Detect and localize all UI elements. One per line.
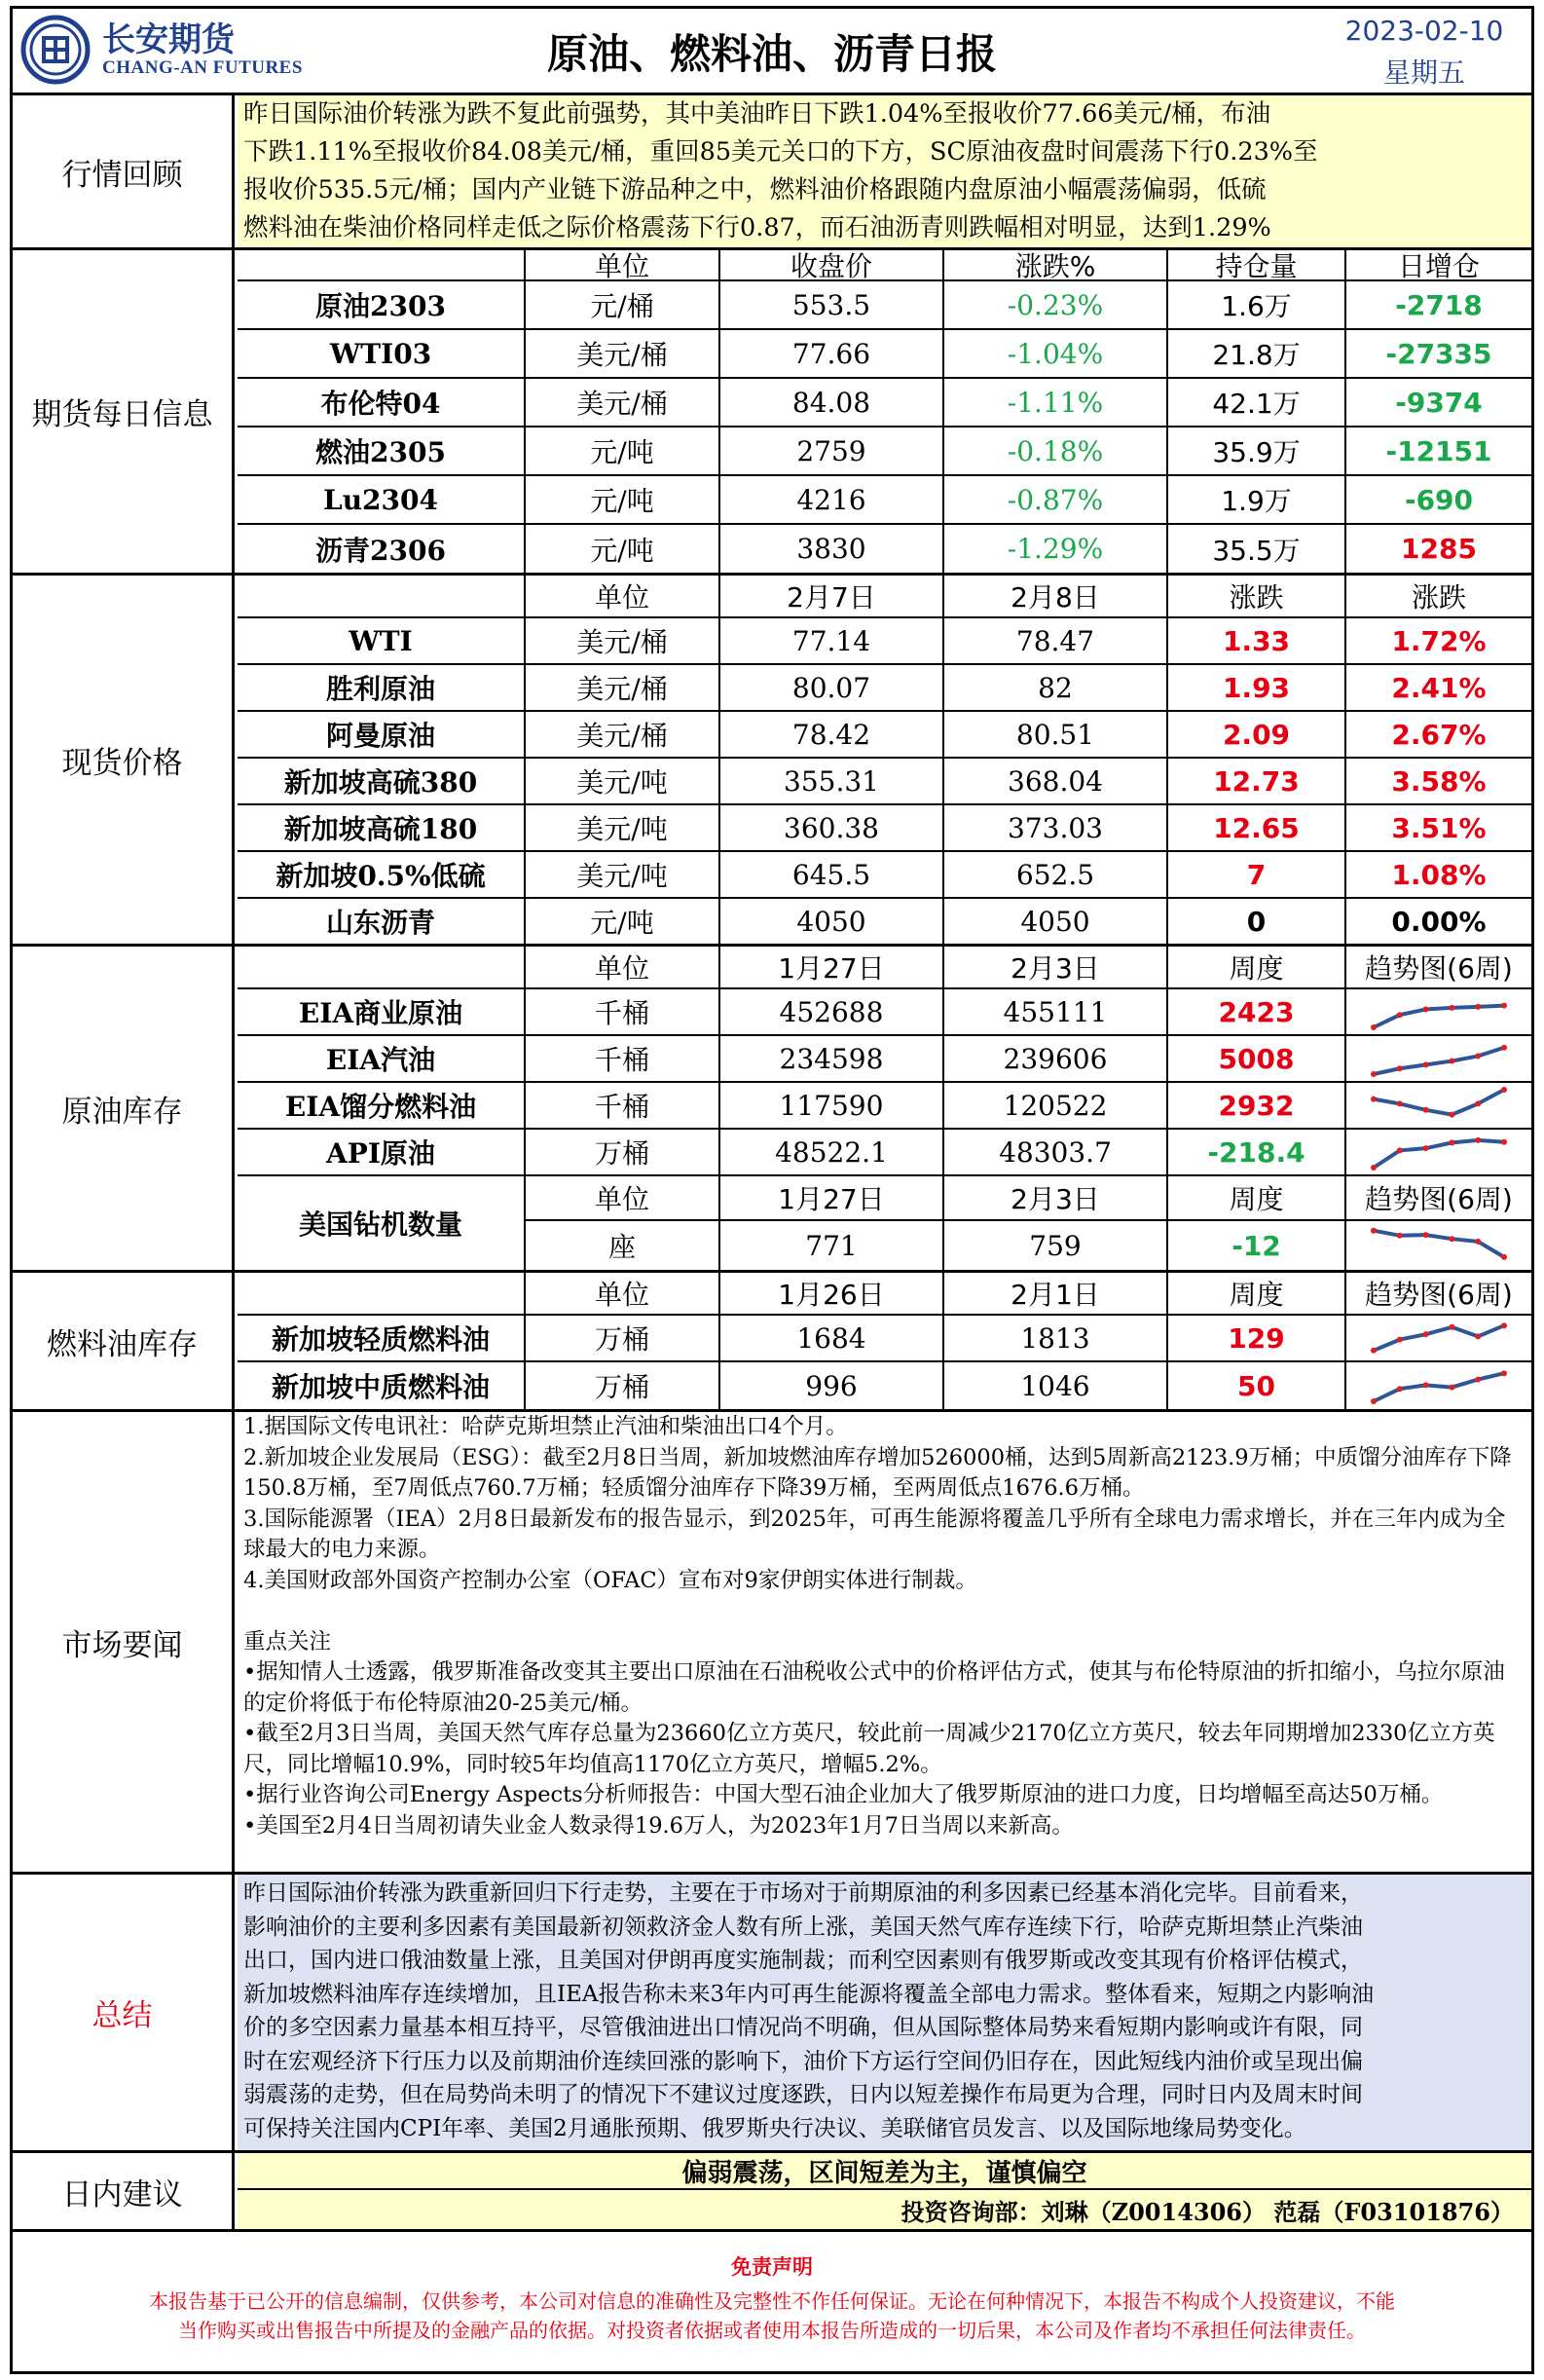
spot-name: 山东沥青 — [238, 899, 526, 944]
trend-sparkline — [1346, 1036, 1531, 1082]
spot-unit: 美元/桶 — [526, 712, 720, 759]
futures-oi: 35.9万 — [1168, 428, 1346, 476]
spot-day1: 645.5 — [720, 852, 944, 899]
table-header: 2月8日 — [944, 576, 1168, 618]
inventory-day2: 48303.7 — [944, 1130, 1168, 1176]
futures-name: 燃油2305 — [238, 428, 526, 476]
disclaimer-line: 本报告基于已公开的信息编制，仅供参考，本公司对信息的准确性及完整性不作任何保证。无论在何种情况下，本报告不构成个人投资建议，不能 — [149, 2289, 1395, 2313]
focus-item: •据行业咨询公司Energy Aspects分析师报告：中国大型石油企业加大了俄罗斯原油的进口力度，日均增幅至高达50万桶。 — [243, 1782, 1444, 1807]
spot-unit: 元/吨 — [526, 899, 720, 944]
focus-item: •截至2月3日当周，美国天然气库存总量为23660亿立方英尺，较此前一周减少2170亿立方英尺，较去年同期增加2330亿立方英尺，同比增幅10.9%，同时较5年均值高1170亿立方英尺，增幅5.2%。 — [243, 1721, 1495, 1777]
inventory-day2: 455111 — [944, 989, 1168, 1036]
spot-day1: 360.38 — [720, 805, 944, 852]
disclaimer-text — [13, 2287, 1531, 2345]
table-header: 1月27日 — [720, 1176, 944, 1221]
spot-pct: 1.72% — [1346, 618, 1531, 665]
spot-change: 2.09 — [1168, 712, 1346, 759]
sparkline-point — [1449, 1385, 1454, 1391]
review-line: 报收价535.5元/桶；国内产业链下游品种之中，燃料油价格跟随内盘原油小幅震荡偏弱，低硫 — [243, 175, 1267, 205]
futures-oi: 1.9万 — [1168, 476, 1346, 525]
futures-delta: -27335 — [1346, 330, 1531, 379]
table-header: 2月3日 — [944, 1176, 1168, 1221]
sparkline-point — [1397, 1065, 1403, 1071]
spot-name: 新加坡0.5%低硫 — [238, 852, 526, 899]
inventory-trend — [1346, 989, 1531, 1036]
rig-day1: 771 — [720, 1221, 944, 1270]
inventory-trend — [1346, 1036, 1531, 1083]
sparkline-point — [1475, 1053, 1481, 1059]
sparkline-point — [1397, 1233, 1403, 1239]
fuel-inventory-weekly-change: 50 — [1168, 1362, 1346, 1409]
inventory-day1: 452688 — [720, 989, 944, 1036]
sparkline-point — [1501, 1003, 1507, 1009]
futures-change: -1.11% — [944, 379, 1168, 428]
summary-line: 出口，国内进口俄油数量上涨，且美国对伊朗再度实施制裁；而利空因素则有俄罗斯或改变其现有价格评估模式， — [243, 1948, 1363, 1973]
spot-pct: 0.00% — [1391, 905, 1487, 938]
futures-oi: 1.6万 — [1168, 281, 1346, 330]
table-header: 单位 — [526, 947, 720, 989]
spot-day2: 80.51 — [944, 712, 1168, 759]
fuel-inventory-weekly-change: 129 — [1168, 1316, 1346, 1362]
summary-line: 可保持关注国内CPI年率、美国2月通胀预期、俄罗斯央行决议、美联储官员发言、以及国际地缘局势变化。 — [243, 2115, 1306, 2141]
fuel-inventory-day1: 1684 — [720, 1316, 944, 1362]
disclaimer-section — [13, 2232, 1531, 2371]
sparkline-point — [1423, 1006, 1429, 1012]
sparkline-point — [1423, 1061, 1429, 1067]
spot-day1: 80.07 — [720, 665, 944, 712]
futures-oi: 42.1万 — [1168, 379, 1346, 428]
inventory-trend — [1346, 1130, 1531, 1176]
table-header: 单位 — [526, 1273, 720, 1316]
inventory-weekly-change: 5008 — [1168, 1036, 1346, 1083]
table-header: 涨跌 — [1346, 576, 1531, 618]
logo-cn-text: 长安期货 — [102, 20, 235, 59]
report-weekday: 星期五 — [1382, 56, 1465, 89]
spot-pct: 2.41% — [1346, 665, 1531, 712]
sparkline-path — [1374, 1048, 1504, 1074]
table-header: 1月26日 — [720, 1273, 944, 1316]
spot-unit: 美元/桶 — [526, 665, 720, 712]
table-header: 趋势图(6周) — [1346, 1273, 1531, 1316]
spot-unit: 美元/吨 — [526, 805, 720, 852]
news-item: 1.据国际文传电讯社：哈萨克斯坦禁止汽油和柴油出口4个月。 — [243, 1414, 848, 1439]
inventory-day2: 239606 — [944, 1036, 1168, 1083]
table-header: 涨跌% — [944, 250, 1168, 281]
trend-sparkline — [1346, 1221, 1531, 1270]
sparkline-point — [1475, 1239, 1481, 1245]
futures-close: 77.66 — [720, 330, 944, 379]
inventory-name: EIA馏分燃料油 — [238, 1083, 526, 1130]
rig-trend — [1346, 1221, 1531, 1270]
spot-day1: 77.14 — [720, 618, 944, 665]
spot-day2: 78.47 — [944, 618, 1168, 665]
table-header — [238, 576, 526, 618]
sparkline-point — [1423, 1331, 1429, 1337]
inventory-weekly-change: 2423 — [1168, 989, 1346, 1036]
focus-item: •美国至2月4日当周初请失业金人数录得19.6万人，为2023年1月7日当周以来新高。 — [243, 1812, 1074, 1839]
futures-name: 原油2303 — [238, 281, 526, 330]
sparkline-point — [1475, 1137, 1481, 1143]
spot-pct: 3.58% — [1346, 759, 1531, 805]
futures-close: 84.08 — [720, 379, 944, 428]
summary-line: 价的多空因素力量基本相互持平，尽管俄油进出口情况尚不明确，但从国际整体局势来看短期内影响或许有限，同 — [243, 2015, 1363, 2040]
spot-section — [13, 576, 1531, 944]
spot-change: 1.93 — [1168, 665, 1346, 712]
review-label: 行情回顾 — [13, 95, 235, 247]
futures-unit: 美元/桶 — [526, 330, 720, 379]
futures-unit: 元/吨 — [526, 525, 720, 573]
rig-weekly-change: -12 — [1168, 1221, 1346, 1270]
spot-name: 新加坡高硫380 — [238, 759, 526, 805]
sparkline-point — [1423, 1107, 1429, 1113]
spot-unit: 美元/吨 — [526, 852, 720, 899]
fuel-inventory-unit: 万桶 — [526, 1362, 720, 1409]
advice-label: 日内建议 — [13, 2153, 235, 2229]
table-header: 收盘价 — [720, 250, 944, 281]
spot-name: 新加坡高硫180 — [238, 805, 526, 852]
sparkline-point — [1371, 1165, 1377, 1171]
sparkline-path — [1374, 1140, 1504, 1168]
rig-day2: 759 — [944, 1221, 1168, 1270]
spot-change: 12.65 — [1168, 805, 1346, 852]
spot-pct: 2.67% — [1346, 712, 1531, 759]
sparkline-point — [1501, 1254, 1507, 1260]
futures-name: WTI03 — [238, 330, 526, 379]
sparkline-point — [1501, 1045, 1507, 1051]
inventory-day1: 48522.1 — [720, 1130, 944, 1176]
fuel-inventory-table — [238, 1273, 1531, 1409]
spot-unit: 美元/吨 — [526, 759, 720, 805]
fuel-inventory-name: 新加坡中质燃料油 — [238, 1362, 526, 1409]
sparkline-point — [1397, 1147, 1403, 1153]
inventory-weekly-change: 2932 — [1168, 1083, 1346, 1130]
sparkline-point — [1397, 1012, 1403, 1018]
sparkline-point — [1397, 1100, 1403, 1106]
crude-inventory-section — [13, 947, 1531, 1270]
spot-unit: 美元/桶 — [526, 618, 720, 665]
news-item: 4.美国财政部外国资产控制办公室（OFAC）宣布对9家伊朗实体进行制裁。 — [243, 1567, 977, 1593]
fuel-inventory-unit: 万桶 — [526, 1316, 720, 1362]
table-header — [238, 1273, 526, 1316]
sparkline-path — [1374, 1373, 1504, 1401]
futures-section — [13, 250, 1531, 573]
summary-text — [238, 1875, 1531, 2150]
spot-name: 阿曼原油 — [238, 712, 526, 759]
sparkline-point — [1449, 1005, 1454, 1011]
fuel-inventory-day2: 1046 — [944, 1362, 1168, 1409]
sparkline-point — [1371, 1097, 1377, 1102]
futures-name: Lu2304 — [238, 476, 526, 525]
sparkline-path — [1374, 1006, 1504, 1027]
inventory-unit: 千桶 — [526, 1036, 720, 1083]
table-header: 单位 — [526, 250, 720, 281]
trend-sparkline — [1346, 989, 1531, 1035]
sparkline-point — [1475, 1004, 1481, 1010]
inventory-unit: 千桶 — [526, 989, 720, 1036]
sparkline-point — [1371, 1398, 1377, 1404]
inventory-weekly-change: -218.4 — [1168, 1130, 1346, 1176]
sparkline-path — [1374, 1090, 1504, 1115]
futures-delta: -690 — [1346, 476, 1531, 525]
spot-pct: 1.08% — [1346, 852, 1531, 899]
news-item: 2.新加坡企业发展局（ESG）：截至2月8日当周，新加坡燃油库存增加526000桶，达到5周新高2123.9万桶；中质馏分油库存下降150.8万桶，至7周低点760.7万桶；轻质馏分油库存下降39万桶，至两周低点1676.6万桶。 — [243, 1444, 1512, 1501]
focus-title: 重点关注 — [243, 1628, 332, 1655]
sparkline-point — [1397, 1386, 1403, 1392]
fuel-inventory-trend — [1346, 1316, 1531, 1362]
spot-day1: 4050 — [720, 899, 944, 944]
table-header: 2月7日 — [720, 576, 944, 618]
news-section — [13, 1412, 1531, 1872]
inventory-name: EIA汽油 — [238, 1036, 526, 1083]
spot-label: 现货价格 — [13, 576, 235, 944]
fuel-inventory-day1: 996 — [720, 1362, 944, 1409]
rig-unit: 座 — [526, 1221, 720, 1270]
rig-count-name: 美国钻机数量 — [238, 1176, 526, 1270]
spot-change: 0 — [1168, 899, 1346, 944]
inventory-unit: 千桶 — [526, 1083, 720, 1130]
advice-section — [13, 2153, 1531, 2229]
inventory-unit: 万桶 — [526, 1130, 720, 1176]
table-header: 单位 — [526, 576, 720, 618]
sparkline-point — [1475, 1333, 1481, 1339]
summary-line: 时在宏观经济下行压力以及前期油价连续回涨的影响下，油价下方运行空间仍旧存在，因此短线内油价或呈现出偏 — [243, 2048, 1363, 2074]
report-date: 2023-02-10 — [1344, 15, 1504, 47]
futures-label: 期货每日信息 — [13, 250, 235, 573]
trend-sparkline — [1346, 1362, 1531, 1409]
logo-en-text: CHANG-AN FUTURES — [102, 57, 303, 78]
summary-line: 弱震荡的走势，但在局势尚未明了的情况下不建议过度逐跌，日内以短差操作布局更为合理，同时日内及周末时间 — [243, 2082, 1363, 2107]
futures-change: -1.04% — [944, 330, 1168, 379]
inventory-trend — [1346, 1083, 1531, 1130]
table-header: 2月1日 — [944, 1273, 1168, 1316]
futures-close: 553.5 — [720, 281, 944, 330]
spot-day2: 373.03 — [944, 805, 1168, 852]
report-title: 原油、燃料油、沥青日报 — [546, 30, 997, 78]
futures-oi: 21.8万 — [1168, 330, 1346, 379]
report-sheet — [10, 6, 1534, 2374]
spot-day2: 652.5 — [944, 852, 1168, 899]
futures-close: 2759 — [720, 428, 944, 476]
sparkline-path — [1374, 1325, 1504, 1351]
futures-unit: 元/吨 — [526, 476, 720, 525]
inventory-name: EIA商业原油 — [238, 989, 526, 1036]
sparkline-point — [1423, 1145, 1429, 1151]
news-item: 3.国际能源署（IEA）2月8日最新发布的报告显示，到2025年，可再生能源将覆盖几乎所有全球电力需求增长，并在三年内成为全球最大的电力来源。 — [243, 1506, 1506, 1562]
disclaimer-title: 免责声明 — [731, 2254, 813, 2279]
fuel-inventory-section — [13, 1273, 1531, 1409]
futures-unit: 元/桶 — [526, 281, 720, 330]
news-label: 市场要闻 — [13, 1412, 235, 1872]
sparkline-path — [1374, 1231, 1504, 1257]
futures-change: -0.23% — [944, 281, 1168, 330]
futures-delta: -9374 — [1346, 379, 1531, 428]
spot-pct: 3.51% — [1346, 805, 1531, 852]
spot-day2: 82 — [944, 665, 1168, 712]
fuel-inventory-label: 燃料油库存 — [13, 1273, 235, 1409]
sparkline-point — [1397, 1337, 1403, 1343]
spot-change: 1.33 — [1168, 618, 1346, 665]
spot-change: 7 — [1168, 852, 1346, 899]
sparkline-point — [1449, 1324, 1454, 1330]
sparkline-point — [1371, 1228, 1377, 1234]
summary-line: 昨日国际油价转涨为跌重新回归下行走势，主要在于市场对于前期原油的利多因素已经基本消化完毕。目前看来， — [243, 1880, 1363, 1906]
review-line: 燃料油在柴油价格同样走低之际价格震荡下行0.87，而石油沥青则跌幅相对明显，达到1.29% — [243, 213, 1271, 242]
summary-line: 新加坡燃料油库存连续增加，且IEA报告称未来3年内可再生能源将覆盖全部电力需求。整体看来，短期之内影响油 — [243, 1981, 1375, 2007]
crude-inventory-table — [238, 947, 1531, 1270]
sparkline-point — [1371, 1348, 1377, 1354]
inventory-day1: 234598 — [720, 1036, 944, 1083]
table-header: 周度 — [1168, 1273, 1346, 1316]
futures-change: -0.87% — [944, 476, 1168, 525]
futures-change: -1.29% — [944, 525, 1168, 573]
inventory-name: API原油 — [238, 1130, 526, 1176]
crude-inventory-label: 原油库存 — [13, 947, 235, 1270]
review-section — [13, 95, 1531, 247]
futures-name: 布伦特04 — [238, 379, 526, 428]
fuel-inventory-name: 新加坡轻质燃料油 — [238, 1316, 526, 1362]
trend-sparkline — [1346, 1130, 1531, 1175]
futures-close: 4216 — [720, 476, 944, 525]
sparkline-point — [1501, 1322, 1507, 1328]
table-header — [238, 947, 526, 989]
sparkline-point — [1449, 1139, 1454, 1145]
futures-unit: 元/吨 — [526, 428, 720, 476]
spot-name: 胜利原油 — [238, 665, 526, 712]
table-header: 1月27日 — [720, 947, 944, 989]
summary-section — [13, 1875, 1531, 2150]
table-header: 持仓量 — [1168, 250, 1346, 281]
trend-sparkline — [1346, 1316, 1531, 1361]
sparkline-point — [1449, 1059, 1454, 1064]
inventory-day1: 117590 — [720, 1083, 944, 1130]
summary-line: 影响油价的主要利多因素有美国最新初领救济金人数有所上涨，美国天然气库存连续下行，哈萨克斯坦禁止汽柴油 — [243, 1914, 1363, 1940]
spot-day1: 78.42 — [720, 712, 944, 759]
table-header: 周度 — [1168, 1176, 1346, 1221]
sparkline-point — [1423, 1382, 1429, 1388]
news-text — [238, 1412, 1531, 1872]
review-text — [238, 95, 1531, 247]
table-header: 趋势图(6周) — [1346, 1176, 1531, 1221]
review-line: 下跌1.11%至报收价84.08美元/桶，重回85美元关口的下方，SC原油夜盘时间震荡下行0.23%至 — [243, 137, 1318, 167]
table-header — [238, 250, 526, 281]
summary-label: 总结 — [13, 1875, 235, 2150]
sparkline-point — [1475, 1377, 1481, 1383]
sparkline-point — [1449, 1112, 1454, 1118]
report-header — [13, 9, 1531, 93]
fuel-inventory-trend — [1346, 1362, 1531, 1409]
sparkline-point — [1501, 1370, 1507, 1376]
futures-delta: -2718 — [1346, 281, 1531, 330]
sparkline-point — [1475, 1100, 1481, 1106]
futures-close: 3830 — [720, 525, 944, 573]
fuel-inventory-day2: 1813 — [944, 1316, 1168, 1362]
sparkline-point — [1371, 1071, 1377, 1077]
futures-oi: 35.5万 — [1168, 525, 1346, 573]
futures-delta: 1285 — [1401, 533, 1477, 565]
spot-table — [238, 576, 1531, 944]
futures-table — [238, 250, 1531, 573]
inventory-day2: 120522 — [944, 1083, 1168, 1130]
spot-change: 12.73 — [1168, 759, 1346, 805]
futures-delta: -12151 — [1346, 428, 1531, 476]
table-header: 日增仓 — [1346, 250, 1531, 281]
sparkline-point — [1449, 1236, 1454, 1242]
futures-name: 沥青2306 — [238, 525, 526, 573]
trend-sparkline — [1346, 1083, 1531, 1129]
table-header: 2月3日 — [944, 947, 1168, 989]
advice-text: 偏弱震荡，区间短差为主，谨慎偏空 — [238, 2153, 1531, 2190]
sparkline-point — [1423, 1232, 1429, 1238]
table-header: 趋势图(6周) — [1346, 947, 1531, 989]
futures-unit: 美元/桶 — [526, 379, 720, 428]
focus-item: •据知情人士透露，俄罗斯准备改变其主要出口原油在石油税收公式中的价格评估方式，使其与布伦特原油的折扣缩小，乌拉尔原油的定价将低于布伦特原油20-25美元/桶。 — [243, 1659, 1505, 1716]
sparkline-point — [1371, 1024, 1377, 1030]
review-line: 昨日国际油价转涨为跌不复此前强势，其中美油昨日下跌1.04%至报收价77.66美元/桶，布油 — [243, 99, 1271, 129]
spot-day2: 4050 — [944, 899, 1168, 944]
futures-change: -0.18% — [944, 428, 1168, 476]
sparkline-point — [1501, 1139, 1507, 1145]
analyst-credit: 投资咨询部：刘琳（Z0014306） 范磊（F03101876） — [238, 2190, 1531, 2229]
disclaimer-line: 当作购买或出售报告中所提及的金融产品的依据。对投资者依据或者使用本报告所造成的一切后果，本公司及作者均不承担任何法律责任。 — [178, 2319, 1366, 2342]
spot-name: WTI — [238, 618, 526, 665]
table-header: 涨跌 — [1168, 576, 1346, 618]
sparkline-point — [1501, 1087, 1507, 1093]
spot-day2: 368.04 — [944, 759, 1168, 805]
table-header: 周度 — [1168, 947, 1346, 989]
table-header: 单位 — [526, 1176, 720, 1221]
spot-day1: 355.31 — [720, 759, 944, 805]
